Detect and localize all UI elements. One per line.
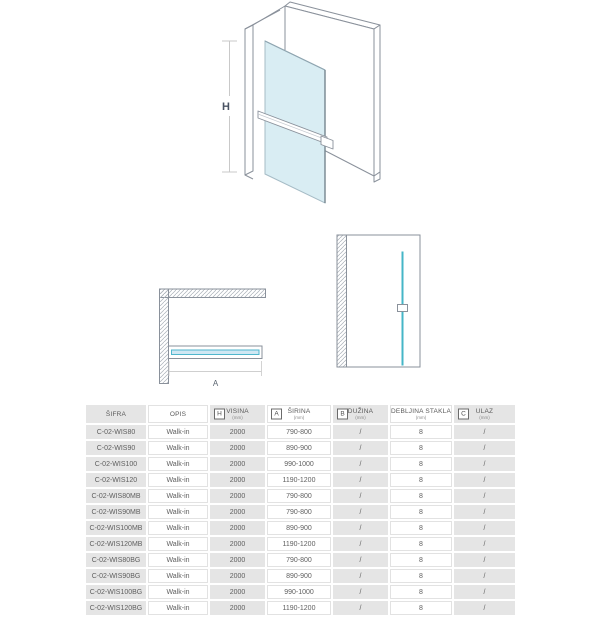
cell: 1190-1200	[267, 473, 331, 487]
width-dimension-label: A	[212, 379, 219, 388]
cell: 2000	[210, 553, 265, 567]
cell: 8	[390, 441, 452, 455]
cell: /	[454, 569, 515, 583]
plan-glass	[172, 350, 260, 355]
cell: Walk-in	[148, 585, 208, 599]
front-wall-strip	[337, 235, 347, 367]
orthographic-drawings	[0, 230, 600, 405]
cell: 2000	[210, 537, 265, 551]
column-header-unit: (mm)	[293, 415, 305, 420]
column-header-du-ina	[333, 405, 388, 423]
column-header-label: ULAZ	[475, 408, 494, 415]
cell: 2000	[210, 601, 265, 615]
column-header-label: OPIS	[169, 410, 187, 418]
cell: /	[333, 569, 388, 583]
column-header--irina	[267, 405, 331, 423]
plan-top-wall	[160, 289, 266, 298]
isometric-drawing	[0, 0, 600, 228]
cell: /	[333, 505, 388, 519]
cell: 2000	[210, 425, 265, 439]
cell: 8	[390, 505, 452, 519]
column-header-unit: (mm)	[355, 415, 366, 420]
cell: 8	[390, 601, 452, 615]
table-row	[86, 489, 515, 503]
column-header-ulaz	[454, 405, 515, 423]
cell: 8	[390, 489, 452, 503]
cell: 8	[390, 585, 452, 599]
cell: 8	[390, 425, 452, 439]
table-row	[86, 537, 515, 551]
cell: Walk-in	[148, 457, 208, 471]
cell: C-02-WIS120	[86, 473, 146, 487]
width-dimension	[169, 361, 262, 376]
table-row	[86, 473, 515, 487]
cell: C-02-WIS90	[86, 441, 146, 455]
cell: /	[333, 521, 388, 535]
cell: 2000	[210, 473, 265, 487]
column-header-unit: (mm)	[415, 415, 427, 420]
cell: 2000	[210, 505, 265, 519]
column-header-visina	[210, 405, 265, 423]
cell: C-02-WIS120BG	[86, 601, 146, 615]
cell: 2000	[210, 569, 265, 583]
table-row	[86, 585, 515, 599]
cell: 2000	[210, 441, 265, 455]
plan-left-wall	[160, 289, 169, 384]
column-header-opis	[148, 405, 208, 423]
cell: /	[333, 457, 388, 471]
cell: 2000	[210, 489, 265, 503]
cell: /	[333, 585, 388, 599]
cell: 990-1000	[267, 457, 331, 471]
cell: 8	[390, 521, 452, 535]
cell: Walk-in	[148, 489, 208, 503]
plan-view	[160, 289, 266, 388]
cell: /	[454, 457, 515, 471]
column-header-label: VISINA	[226, 408, 249, 415]
height-dimension-label: H	[222, 101, 230, 113]
cell: Walk-in	[148, 425, 208, 439]
cell: Walk-in	[148, 473, 208, 487]
front-view	[337, 235, 420, 367]
cell: /	[333, 425, 388, 439]
cell: 990-1000	[267, 585, 331, 599]
cell: 8	[390, 553, 452, 567]
column-header-debljina-stakla	[390, 405, 452, 423]
column-header-label: ŠIRINA	[287, 408, 311, 415]
cell: C-02-WIS100BG	[86, 585, 146, 599]
table-row	[86, 553, 515, 567]
cell: C-02-WIS120MB	[86, 537, 146, 551]
cell: /	[454, 585, 515, 599]
cell: Walk-in	[148, 505, 208, 519]
table-row	[86, 521, 515, 535]
table-header-row	[86, 405, 515, 423]
cell: /	[454, 553, 515, 567]
cell: /	[454, 473, 515, 487]
cell: 790-800	[267, 425, 331, 439]
cell: Walk-in	[148, 537, 208, 551]
cell: /	[454, 521, 515, 535]
cell: Walk-in	[148, 601, 208, 615]
cell: /	[333, 553, 388, 567]
cell: Walk-in	[148, 569, 208, 583]
cell: C-02-WIS100MB	[86, 521, 146, 535]
cell: 2000	[210, 457, 265, 471]
table-row	[86, 601, 515, 615]
cell: C-02-WIS90BG	[86, 569, 146, 583]
cell: 8	[390, 569, 452, 583]
cell: /	[333, 537, 388, 551]
cell: /	[454, 441, 515, 455]
spec-table	[84, 403, 518, 617]
cell: 790-800	[267, 505, 331, 519]
cell: 890-900	[267, 521, 331, 535]
column-header--ifra	[86, 405, 146, 423]
column-header-unit: (mm)	[479, 415, 490, 420]
cell: 8	[390, 457, 452, 471]
cell: Walk-in	[148, 441, 208, 455]
front-bar-connector	[398, 305, 408, 312]
cell: 8	[390, 473, 452, 487]
cell: C-02-WIS90MB	[86, 505, 146, 519]
column-header-label: DEBLJINA STAKLA	[391, 408, 451, 415]
cell: 2000	[210, 521, 265, 535]
table-row	[86, 505, 515, 519]
cell: /	[454, 505, 515, 519]
cell: /	[454, 601, 515, 615]
cell: 890-900	[267, 441, 331, 455]
cell: 2000	[210, 585, 265, 599]
cell: 790-800	[267, 489, 331, 503]
cell: Walk-in	[148, 553, 208, 567]
dimension-letter-badge: H	[214, 409, 225, 420]
table-row	[86, 457, 515, 471]
column-header-label: ŠIFRA	[105, 410, 127, 418]
cell: C-02-WIS100	[86, 457, 146, 471]
dimension-letter-badge: B	[337, 409, 348, 420]
column-header-unit: (mm)	[232, 415, 243, 420]
cell: C-02-WIS80	[86, 425, 146, 439]
product-table	[84, 403, 517, 617]
table-row	[86, 425, 515, 439]
cell: /	[454, 537, 515, 551]
table-row	[86, 441, 515, 455]
cell: C-02-WIS80BG	[86, 553, 146, 567]
dimension-letter-badge: C	[458, 409, 469, 420]
cell: /	[333, 441, 388, 455]
cell: Walk-in	[148, 521, 208, 535]
column-header-label: DUŽINA	[347, 408, 374, 415]
cell: /	[333, 601, 388, 615]
cell: /	[333, 473, 388, 487]
table-row	[86, 569, 515, 583]
cell: /	[333, 489, 388, 503]
cell: 790-800	[267, 553, 331, 567]
cell: 8	[390, 537, 452, 551]
cell: /	[454, 489, 515, 503]
cell: C-02-WIS80MB	[86, 489, 146, 503]
front-panel-outline	[337, 235, 420, 367]
cell: 1190-1200	[267, 537, 331, 551]
dimension-letter-badge: A	[271, 409, 282, 420]
cell: 1190-1200	[267, 601, 331, 615]
cell: /	[454, 425, 515, 439]
cell: 890-900	[267, 569, 331, 583]
